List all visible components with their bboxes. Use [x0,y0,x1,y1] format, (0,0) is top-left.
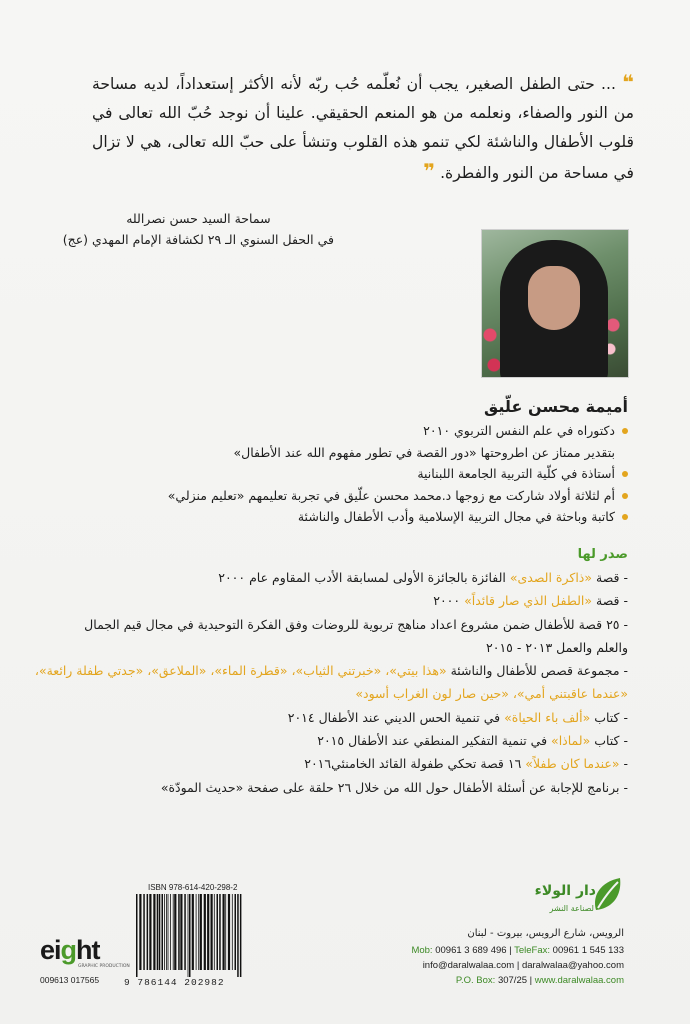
publisher-tagline: لصناعة النشر [549,904,594,913]
eight-logo: eight [40,935,100,965]
publisher-pobox-web: P.O. Box: 307/25 | www.daralwalaa.com [455,975,624,986]
bio-item: أم لثلاثة أولاد شاركت مع زوجها د.محمد محسن علّيق في تجربة تعليمهم «تعليم منزلي» [208,485,628,507]
bullet-icon [622,471,628,477]
bio-item-detail: بتقدير ممتاز عن اطروحتها «دور القصة في تطور مفهوم الله عند الأطفال» [233,444,615,460]
publisher-name: دار الولاء [534,883,596,899]
isbn-label: ISBN 978-614-420-298-2 [148,883,238,892]
close-quote-icon: ❞ [423,159,436,183]
barcode-digits: 9 786144 202982 [124,977,225,988]
publisher-leaf-logo-icon [590,876,624,916]
quote-attribution [63,208,334,250]
list-item: - «عندما كان طفلاً» ١٦ قصة تحكي طفولة القائد الخامنئي٢٠١٦ [304,756,628,772]
list-item: - كتاب «ألف باء الحياة» في تنمية الحس الديني عند الأطفال ٢٠١٤ [287,709,628,725]
list-item: - ٢٥ قصة للأطفال ضمن مشروع اعداد مناهج تربوية للروضات وفق الفكرة التوحيدية في مجال قيم الجمال [84,616,628,632]
publications-list [34,566,628,799]
publications-heading: صدر لها [577,547,628,562]
website-link[interactable]: www.daralwalaa.com [534,975,624,986]
email-link[interactable]: info@daralwalaa.com [422,960,515,971]
author-bio [167,420,628,528]
list-item: - قصة «ذاكرة الصدى» الفائزة بالجائزة الأولى لمسابقة الأدب المقاوم عام ٢٠٠٠ [218,570,628,585]
email-link[interactable]: daralwalaa@yahoo.com [521,960,624,971]
bio-item: أستاذة في كلّية التربية الجامعة اللبنانية [208,463,628,485]
open-quote-icon: ❝ [622,70,634,94]
quote-block [92,68,634,188]
author-photo [481,229,629,378]
barcode [134,894,242,977]
list-item: والعلم والعمل ٢٠١٣ - ٢٠١٥ [486,639,628,655]
publisher-emails: info@daralwalaa.com | daralwalaa@yahoo.com [422,960,624,971]
bio-item: دكتوراه في علم النفس التربوي ٢٠١٠ [208,420,628,442]
list-item: «عندما عاقبتني أمي»، «حين صار لون الغراب أسود» [355,686,628,702]
list-item: - مجموعة قصص للأطفال والناشئة «هذا بيتي»، «خبرتني الثياب»، «قطرة الماء»، «الملاعق»، «جدتي طفلة رائعة»، [34,663,628,679]
author-name: أميمة محسن علّيق [483,397,628,416]
bullet-icon [622,514,628,520]
list-item: - قصة «الطفل الذي صار قائداً» ٢٠٠٠ [433,593,628,609]
bio-item: كاتبة وباحثة في مجال التربية الإسلامية وأدب الأطفال والناشئة [208,506,628,528]
quote-text: ... حتى الطفل الصغير، يجب أن نُعلّمه حُب ربّه لأنه الأكثر إستعداداً، لديه مساحة من النور والصفاء، ونعلمه من هو المنعم الحقيقي. علينا أن نوجد حُبّ الله تعالى في قلوب الأطفال والناشئة لكي تنمو هذه القلوب وتنشأ على حبّ الله تعالى، هي لا تزال في مساحة من النور والفطرة. [92,75,634,182]
bullet-icon [622,428,628,434]
publisher-address: الرويس، شارع الرويس، بيروت - لبنان [467,928,624,939]
attribution-name: سماحة السيد حسن نصرالله [126,211,271,226]
eight-phone: 009613 017565 [40,975,100,985]
list-item: - برنامج للإجابة عن أسئلة الأطفال حول الله من خلال ٢٦ حلقة على صفحة «حديث المودّة» [160,779,628,795]
bullet-icon [622,493,628,499]
eight-logo-subtitle: GRAPHIC PRODUCTION [78,964,130,969]
publisher-phones: Mob: 00961 3 689 496 | TeleFax: 00961 1 545 133 [411,945,624,956]
attribution-occasion: في الحفل السنوي الـ ٢٩ لكشافة الإمام المهدي (عج) [62,232,334,247]
list-item: - كتاب «لماذا» في تنمية التفكير المنطقي عند الأطفال ٢٠١٥ [317,733,628,749]
